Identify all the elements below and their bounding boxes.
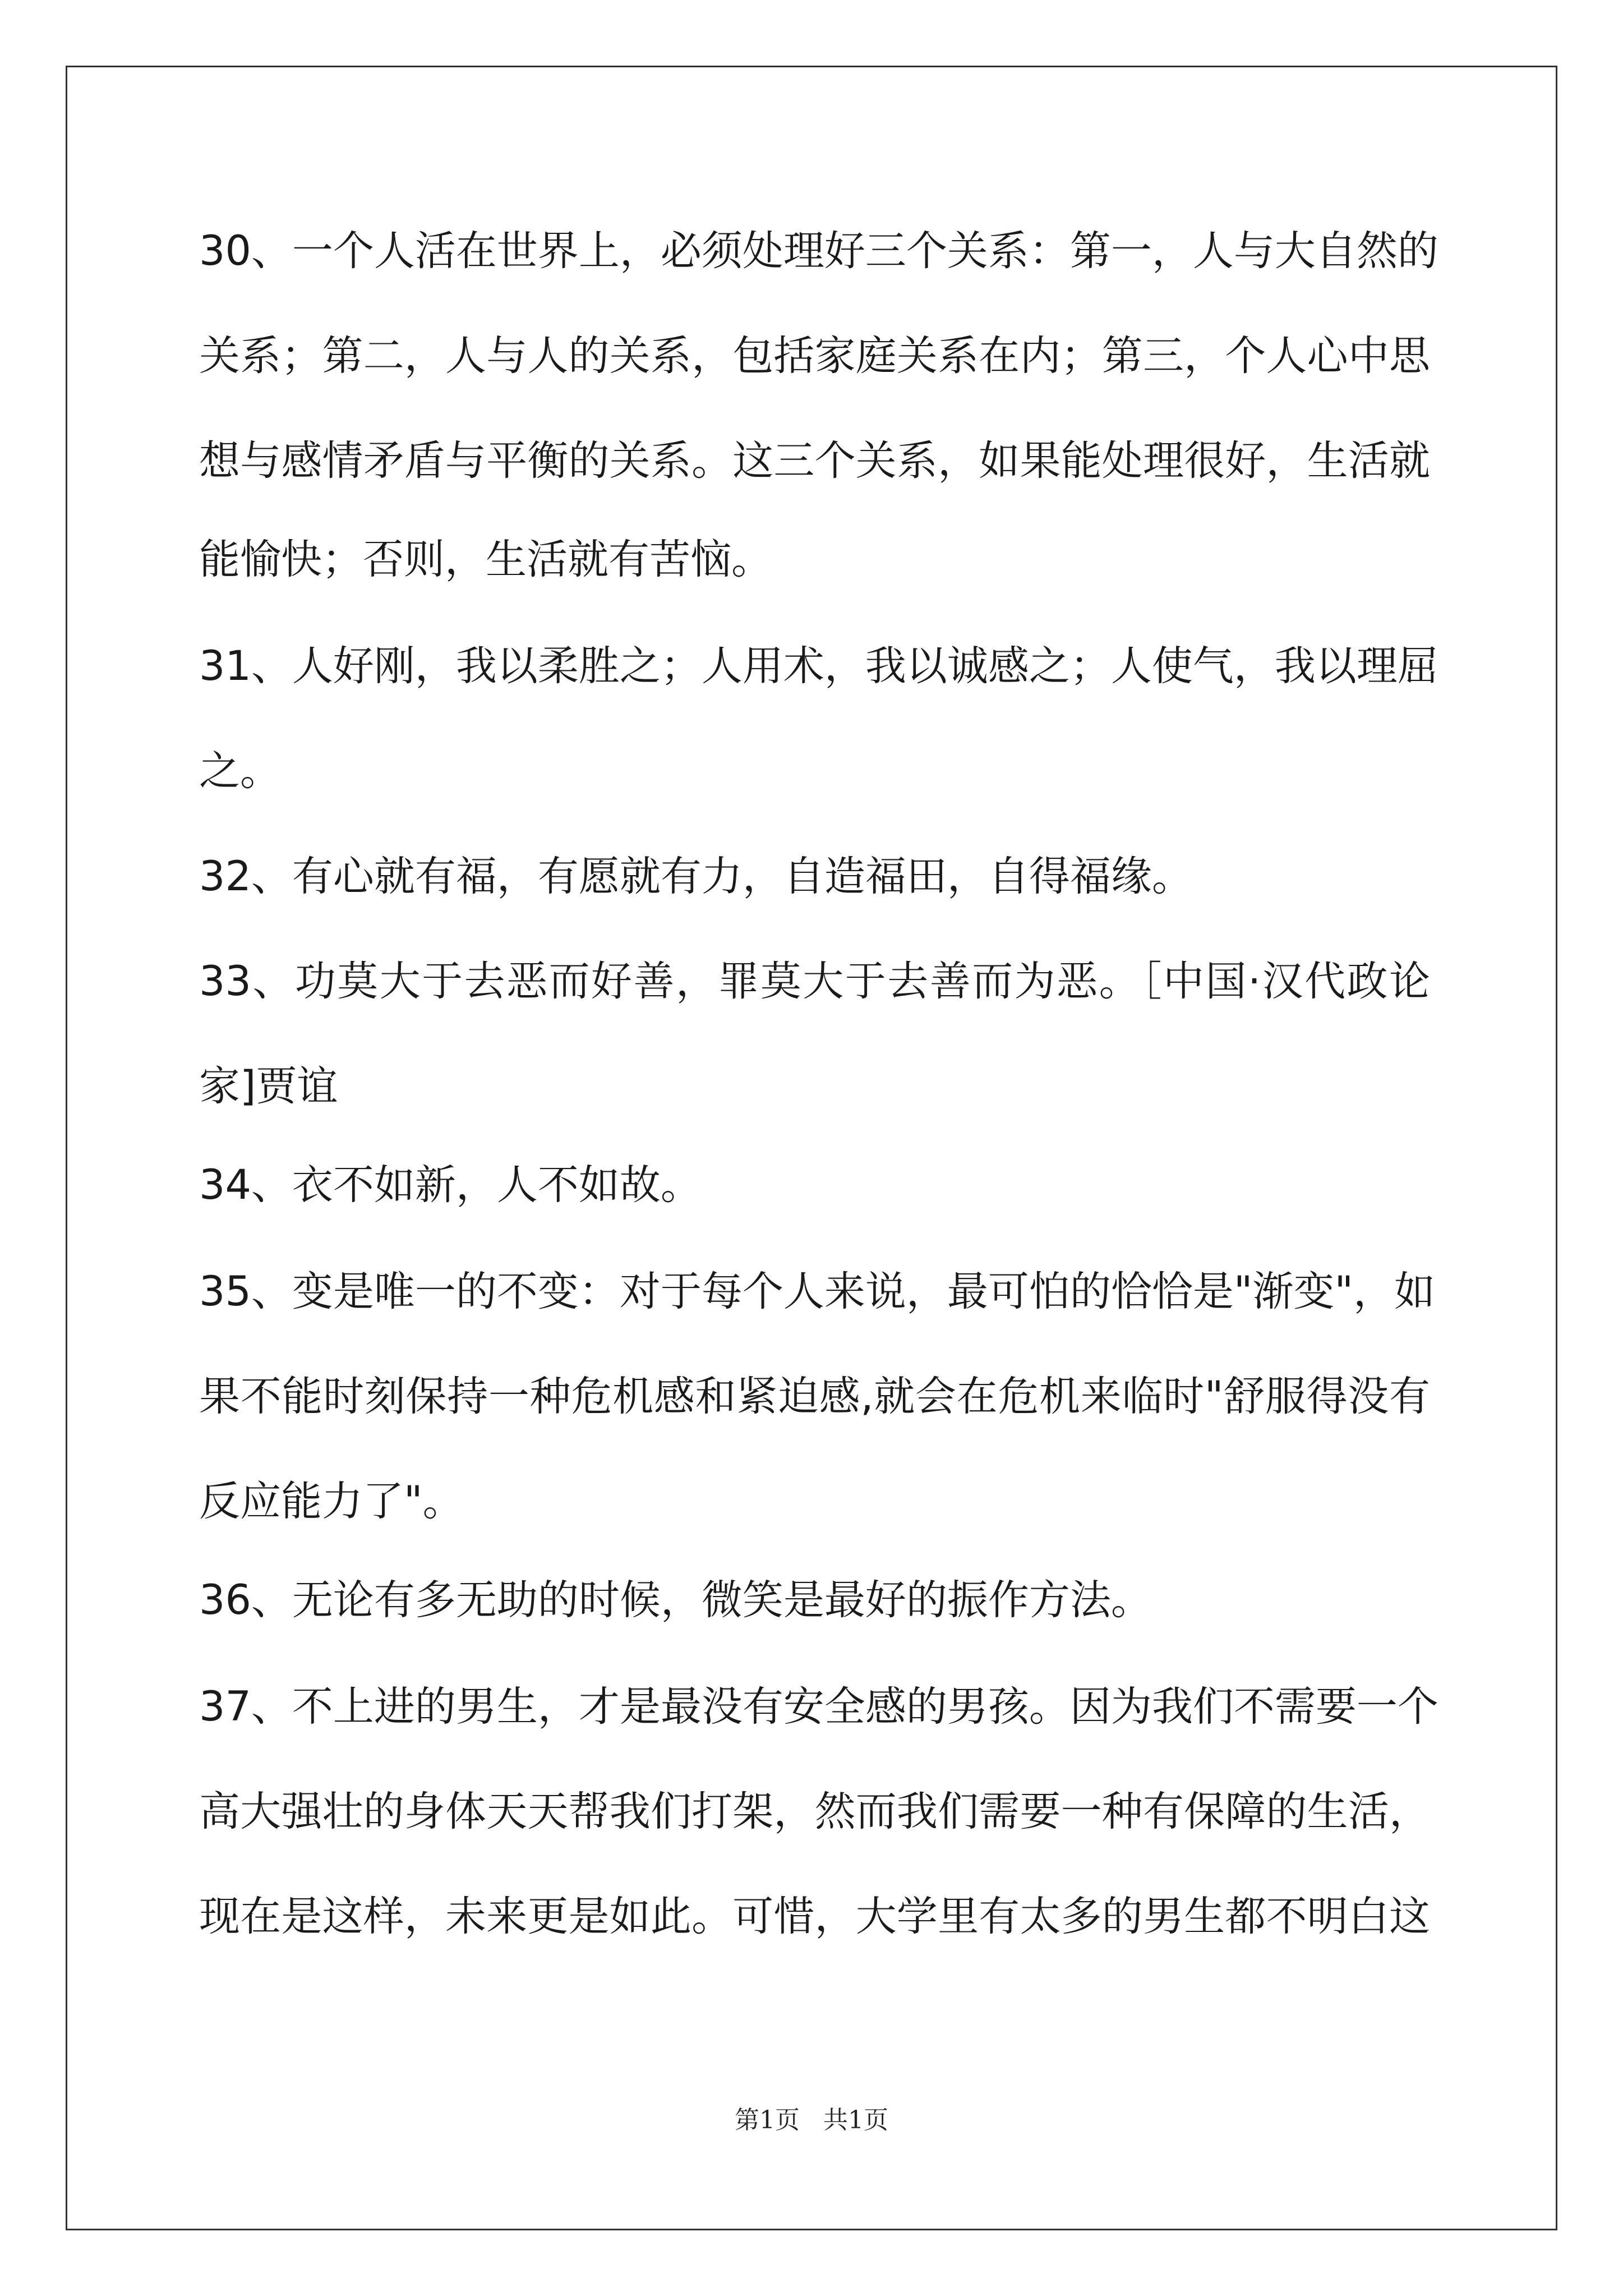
text-line: 33、功莫大于去恶而好善，罪莫大于去善而为恶。［中国·汉代政论 bbox=[199, 958, 1430, 1005]
text-line: 31、人好刚，我以柔胜之；人用术，我以诚感之；人使气，我以理屈 bbox=[199, 642, 1438, 690]
text-line: 34、衣不如新，人不如故。 bbox=[199, 1161, 702, 1209]
text-line: 想与感情矛盾与平衡的关系。这三个关系，如果能处理很好，生活就 bbox=[199, 437, 1430, 485]
text-line: 关系；第二，人与人的关系，包括家庭关系在内；第三，个人心中思 bbox=[199, 332, 1430, 380]
text-line: 能愉快；否则，生活就有苦恼。 bbox=[199, 536, 772, 583]
text-line: 家]贾谊 bbox=[199, 1062, 338, 1110]
text-line: 之。 bbox=[199, 747, 281, 795]
text-line: 反应能力了"。 bbox=[199, 1478, 464, 1525]
text-line: 现在是这样，未来更是如此。可惜，大学里有太多的男生都不明白这 bbox=[199, 1893, 1430, 1940]
page-footer: 第1页 共1页 bbox=[735, 2106, 888, 2134]
text-line: 高大强壮的身体天天帮我们打架，然而我们需要一种有保障的生活， bbox=[199, 1788, 1430, 1835]
text-line: 果不能时刻保持一种危机感和紧迫感,就会在危机来临时"舒服得没有 bbox=[199, 1373, 1430, 1420]
text-line: 37、不上进的男生，才是最没有安全感的男孩。因为我们不需要一个 bbox=[199, 1683, 1438, 1731]
text-line: 35、变是唯一的不变：对于每个人来说，最可怕的恰恰是"渐变"，如 bbox=[199, 1268, 1436, 1315]
text-line: 32、有心就有福，有愿就有力，自造福田，自得福缘。 bbox=[199, 853, 1193, 900]
text-line: 36、无论有多无助的时候，微笑是最好的振作方法。 bbox=[199, 1576, 1152, 1624]
text-line: 30、一个人活在世界上，必须处理好三个关系：第一，人与大自然的 bbox=[199, 227, 1438, 275]
